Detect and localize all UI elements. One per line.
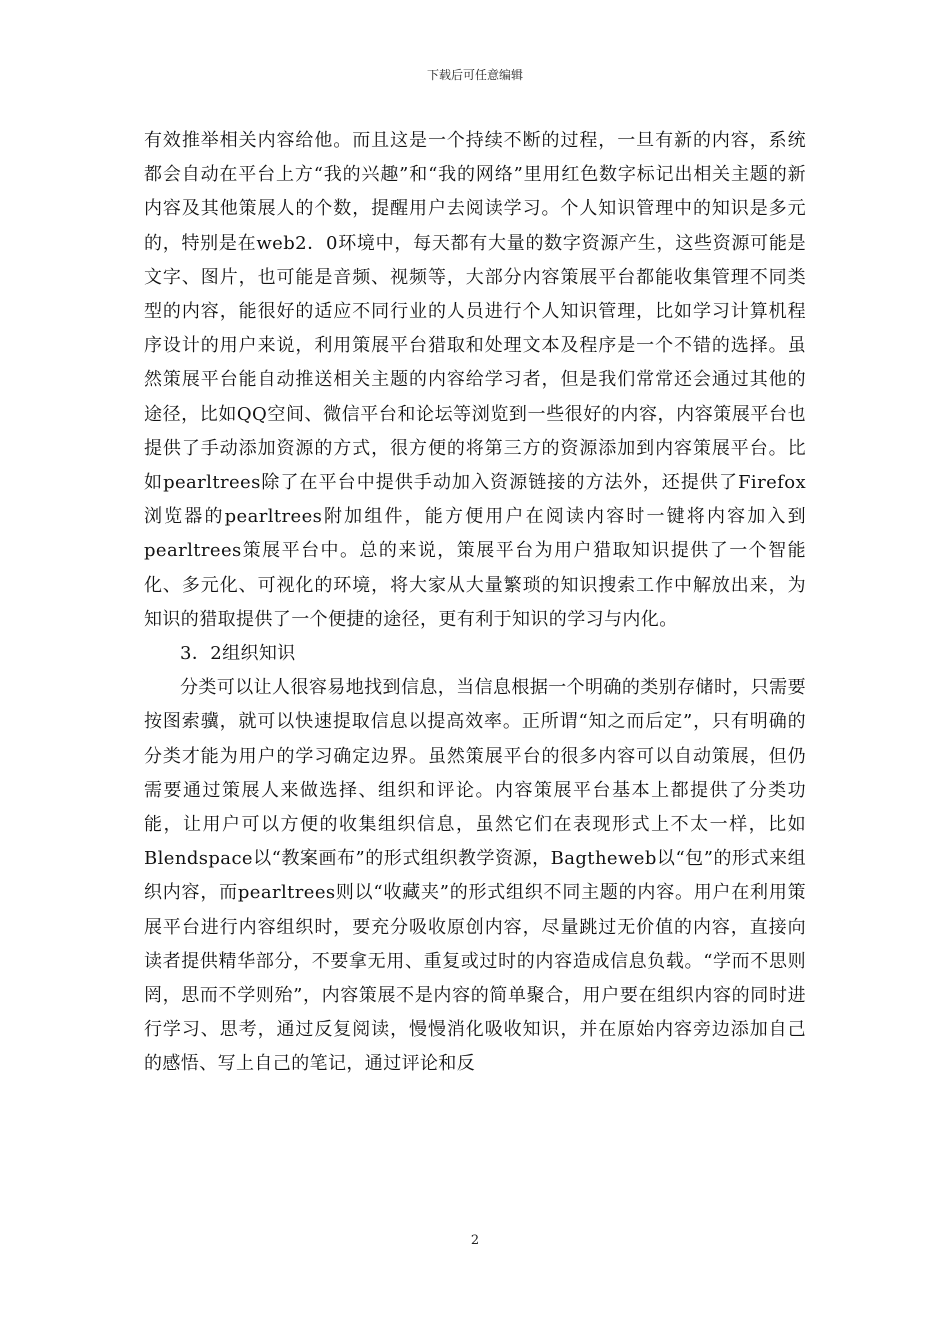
body-paragraph: 分类可以让人很容易地找到信息，当信息根据一个明确的类别存储时，只需要按图索骥，就可以快速提取信息以提高效率。正所谓“知之而后定”，只有明确的分类才能为用户的学习确定边界。虽然策展平台的很多内容可以自动策展，但仍需要通过策展人来做选择、组织和评论。内容策展平台基本上都提供了分类功能，让用户可以方便的收集组织信息，虽然它们在表现形式上不太一样，比如Blendspace以“教案画布”的形式组织教学资源，Bagtheweb以“包”的形式来组织内容，而pearltrees则以“收藏夹”的形式组织不同主题的内容。用户在利用策展平台进行内容组织时，要充分吸收原创内容，尽量跳过无价值的内容，直接向读者提供精华部分，不要拿无用、重复或过时的内容造成信息负载。“学而不思则罔，思而不学则殆”，内容策展不是内容的简单聚合，用户要在组织内容的同时进行学习、思考，通过反复阅读，慢慢消化吸收知识，并在原始内容旁边添加自己的感悟、写上自己的笔记，通过评论和反 bbox=[144, 677, 806, 1075]
body-paragraph: 有效推举相关内容给他。而且这是一个持续不断的过程，一旦有新的内容，系统都会自动在平台上方“我的兴趣”和“我的网络”里用红色数字标记出相关主题的新内容及其他策展人的个数，提醒用户去阅读学习。个人知识管理中的知识是多元的，特别是在web2．0环境中，每天都有大量的数字资源产生，这些资源可能是文字、图片，也可能是音频、视频等，大部分内容策展平台都能收集管理不同类型的内容，能很好的适应不同行业的人员进行个人知识管理，比如学习计算机程序设计的用户来说，利用策展平台猎取和处理文本及程序是一个不错的选择。虽然策展平台能自动推送相关主题的内容给学习者，但是我们常常还会通过其他的途径，比如QQ空间、微信平台和论坛等浏览到一些很好的内容，内容策展平台也提供了手动添加资源的方式，很方便的将第三方的资源添加到内容策展平台。比如pearltrees除了在平台中提供手动加入资源链接的方法外，还提供了Firefox浏览器的pearltrees附加组件，能方便用户在阅读内容时一键将内容加入到pearltrees策展平台中。总的来说，策展平台为用户猎取知识提供了一个智能化、多元化、可视化的环境，将大家从大量繁琐的知识搜索工作中解放出来，为知识的猎取提供了一个便捷的途径，更有利于知识的学习与内化。 bbox=[144, 130, 806, 630]
page-number: 2 bbox=[470, 1233, 480, 1248]
section-heading: 3．2组织知识 bbox=[180, 643, 296, 665]
page-header: 下载后可任意编辑 bbox=[426, 68, 523, 82]
document-body bbox=[144, 124, 806, 1082]
